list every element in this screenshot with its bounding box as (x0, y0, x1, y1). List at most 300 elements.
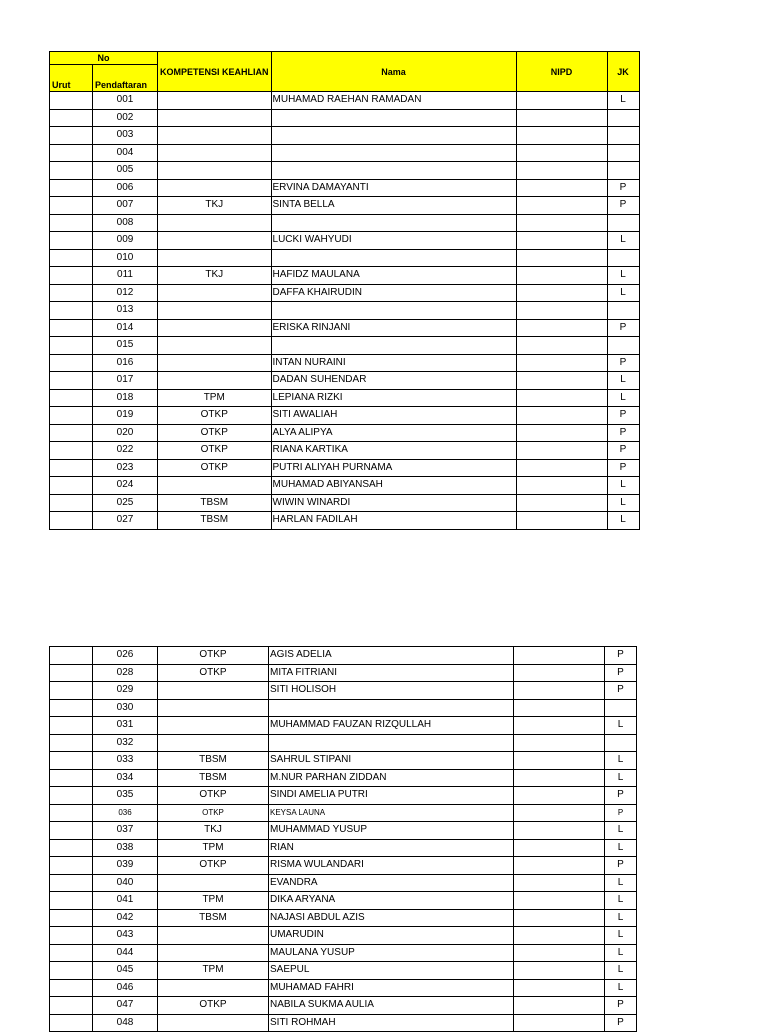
nama-cell: RISMA WULANDARI (269, 857, 514, 875)
kompetensi-cell: TBSM (158, 909, 269, 927)
urut-cell (50, 214, 93, 232)
nama-cell (271, 109, 516, 127)
kompetensi-cell (158, 979, 269, 997)
nipd-cell (516, 267, 607, 285)
urut-cell (50, 892, 93, 910)
urut-cell (50, 477, 93, 495)
nipd-cell (516, 494, 607, 512)
jk-cell (607, 109, 639, 127)
nama-cell: ALYA ALIPYA (271, 424, 516, 442)
urut-cell (50, 874, 93, 892)
urut-cell (50, 664, 93, 682)
header-no: No (50, 52, 158, 65)
nama-cell: SINTA BELLA (271, 197, 516, 215)
registration-number-cell: 012 (93, 284, 158, 302)
nama-cell: PUTRI ALIYAH PURNAMA (271, 459, 516, 477)
nama-cell: INTAN NURAINI (271, 354, 516, 372)
nipd-cell (516, 179, 607, 197)
kompetensi-cell: TBSM (158, 752, 269, 770)
jk-cell: P (605, 804, 637, 822)
jk-cell: P (607, 459, 639, 477)
nipd-cell (514, 769, 605, 787)
registration-number-cell: 003 (93, 127, 158, 145)
nama-cell (269, 699, 514, 717)
jk-cell: P (605, 857, 637, 875)
registration-number-cell: 020 (93, 424, 158, 442)
nipd-cell (514, 892, 605, 910)
jk-cell: L (607, 92, 639, 110)
urut-cell (50, 717, 93, 735)
jk-cell (607, 302, 639, 320)
jk-cell: P (607, 179, 639, 197)
nama-cell: MUHAMMAD FAUZAN RIZQULLAH (269, 717, 514, 735)
urut-cell (50, 179, 93, 197)
nama-cell: RIAN (269, 839, 514, 857)
jk-cell: P (605, 682, 637, 700)
registration-number-cell: 031 (93, 717, 158, 735)
table-row (50, 459, 640, 477)
registration-number-cell: 037 (93, 822, 158, 840)
urut-cell (50, 647, 93, 665)
nama-cell (271, 249, 516, 267)
jk-cell (607, 127, 639, 145)
registration-number-cell: 007 (93, 197, 158, 215)
kompetensi-cell: OTKP (158, 442, 272, 460)
nama-cell: MAULANA YUSUP (269, 944, 514, 962)
nama-cell: DAFFA KHAIRUDIN (271, 284, 516, 302)
urut-cell (50, 512, 93, 530)
nipd-cell (516, 214, 607, 232)
registration-number-cell: 023 (93, 459, 158, 477)
nipd-cell (516, 372, 607, 390)
kompetensi-cell (158, 734, 269, 752)
nipd-cell (516, 232, 607, 250)
kompetensi-cell: OTKP (158, 857, 269, 875)
table-row (50, 424, 640, 442)
table-row (50, 179, 640, 197)
urut-cell (50, 909, 93, 927)
nama-cell: HARLAN FADILAH (271, 512, 516, 530)
urut-cell (50, 494, 93, 512)
kompetensi-cell (158, 214, 272, 232)
nama-cell: NAJASI ABDUL AZIS (269, 909, 514, 927)
jk-cell: L (605, 769, 637, 787)
kompetensi-cell (158, 874, 269, 892)
nipd-cell (516, 249, 607, 267)
kompetensi-cell: OTKP (158, 407, 272, 425)
registration-table-1 (49, 51, 640, 530)
nama-cell: ERISKA RINJANI (271, 319, 516, 337)
table-row (50, 407, 640, 425)
nama-cell (271, 144, 516, 162)
urut-cell (50, 442, 93, 460)
registration-number-cell: 002 (93, 109, 158, 127)
jk-cell: P (607, 197, 639, 215)
urut-cell (50, 682, 93, 700)
nipd-cell (516, 319, 607, 337)
table-row (50, 92, 640, 110)
table-row (50, 354, 640, 372)
nama-cell: DADAN SUHENDAR (271, 372, 516, 390)
registration-number-cell: 028 (93, 664, 158, 682)
jk-cell: L (605, 979, 637, 997)
nipd-cell (514, 839, 605, 857)
nama-cell: AGIS ADELIA (269, 647, 514, 665)
nama-cell: LEPIANA RIZKI (271, 389, 516, 407)
kompetensi-cell (158, 232, 272, 250)
urut-cell (50, 752, 93, 770)
registration-number-cell: 043 (93, 927, 158, 945)
nama-cell: UMARUDIN (269, 927, 514, 945)
table-row (50, 249, 640, 267)
registration-number-cell: 027 (93, 512, 158, 530)
table-row (50, 144, 640, 162)
kompetensi-cell: TKJ (158, 267, 272, 285)
kompetensi-cell (158, 927, 269, 945)
urut-cell (50, 734, 93, 752)
nipd-cell (516, 407, 607, 425)
table-row (50, 804, 637, 822)
nipd-cell (516, 127, 607, 145)
nama-cell: WIWIN WINARDI (271, 494, 516, 512)
urut-cell (50, 284, 93, 302)
registration-number-cell: 042 (93, 909, 158, 927)
urut-cell (50, 699, 93, 717)
registration-number-cell: 009 (93, 232, 158, 250)
registration-number-cell: 029 (93, 682, 158, 700)
kompetensi-cell: OTKP (158, 664, 269, 682)
table-row (50, 389, 640, 407)
registration-number-cell: 041 (93, 892, 158, 910)
nipd-cell (514, 752, 605, 770)
nipd-cell (514, 927, 605, 945)
nama-cell: RIANA KARTIKA (271, 442, 516, 460)
nipd-cell (514, 979, 605, 997)
urut-cell (50, 319, 93, 337)
registration-table-2 (49, 646, 637, 1032)
nipd-cell (516, 477, 607, 495)
table-row (50, 699, 637, 717)
nipd-cell (516, 337, 607, 355)
table-row (50, 162, 640, 180)
jk-cell: P (607, 407, 639, 425)
jk-cell (605, 734, 637, 752)
kompetensi-cell: OTKP (158, 787, 269, 805)
kompetensi-cell (158, 249, 272, 267)
urut-cell (50, 249, 93, 267)
jk-cell: P (607, 319, 639, 337)
table-row (50, 337, 640, 355)
registration-number-cell: 001 (93, 92, 158, 110)
registration-number-cell: 013 (93, 302, 158, 320)
urut-cell (50, 769, 93, 787)
table-row (50, 734, 637, 752)
kompetensi-cell: OTKP (158, 804, 269, 822)
jk-cell: L (607, 232, 639, 250)
registration-number-cell: 024 (93, 477, 158, 495)
table-1-body (50, 92, 640, 530)
urut-cell (50, 979, 93, 997)
kompetensi-cell (158, 179, 272, 197)
nipd-cell (516, 197, 607, 215)
nama-cell: DIKA ARYANA (269, 892, 514, 910)
table-row (50, 197, 640, 215)
urut-cell (50, 109, 93, 127)
nama-cell: M.NUR PARHAN ZIDDAN (269, 769, 514, 787)
jk-cell: P (607, 424, 639, 442)
urut-cell (50, 804, 93, 822)
jk-cell: L (607, 284, 639, 302)
nipd-cell (514, 944, 605, 962)
kompetensi-cell: TPM (158, 389, 272, 407)
urut-cell (50, 372, 93, 390)
nama-cell: SITI AWALIAH (271, 407, 516, 425)
jk-cell: L (605, 874, 637, 892)
jk-cell: L (607, 372, 639, 390)
nama-cell: MITA FITRIANI (269, 664, 514, 682)
jk-cell: P (605, 787, 637, 805)
registration-number-cell: 044 (93, 944, 158, 962)
jk-cell: L (607, 477, 639, 495)
nama-cell: NABILA SUKMA AULIA (269, 997, 514, 1015)
kompetensi-cell (158, 1014, 269, 1032)
urut-cell (50, 407, 93, 425)
nama-cell: ERVINA DAMAYANTI (271, 179, 516, 197)
jk-cell (607, 214, 639, 232)
kompetensi-cell (158, 284, 272, 302)
table-row (50, 944, 637, 962)
table-row (50, 717, 637, 735)
jk-cell (605, 699, 637, 717)
table-row (50, 127, 640, 145)
table-row (50, 839, 637, 857)
urut-cell (50, 459, 93, 477)
header-nipd: NIPD (516, 52, 607, 92)
nama-cell: MUHAMAD ABIYANSAH (271, 477, 516, 495)
jk-cell: P (605, 664, 637, 682)
kompetensi-cell (158, 372, 272, 390)
jk-cell: L (605, 927, 637, 945)
nama-cell: HAFIDZ MAULANA (271, 267, 516, 285)
table-row (50, 682, 637, 700)
kompetensi-cell (158, 92, 272, 110)
jk-cell: L (607, 267, 639, 285)
urut-cell (50, 857, 93, 875)
kompetensi-cell (158, 144, 272, 162)
kompetensi-cell: OTKP (158, 997, 269, 1015)
kompetensi-cell: TPM (158, 962, 269, 980)
registration-number-cell: 026 (93, 647, 158, 665)
jk-cell: P (607, 442, 639, 460)
kompetensi-cell (158, 109, 272, 127)
table-row (50, 787, 637, 805)
table-row (50, 1014, 637, 1032)
urut-cell (50, 302, 93, 320)
jk-cell: L (605, 962, 637, 980)
table-row (50, 962, 637, 980)
registration-number-cell: 038 (93, 839, 158, 857)
urut-cell (50, 337, 93, 355)
jk-cell: L (607, 494, 639, 512)
registration-number-cell: 034 (93, 769, 158, 787)
nipd-cell (514, 664, 605, 682)
nipd-cell (514, 682, 605, 700)
nipd-cell (514, 997, 605, 1015)
table-row (50, 647, 637, 665)
jk-cell: L (605, 717, 637, 735)
registration-number-cell: 011 (93, 267, 158, 285)
registration-number-cell: 017 (93, 372, 158, 390)
kompetensi-cell (158, 944, 269, 962)
registration-number-cell: 030 (93, 699, 158, 717)
registration-number-cell: 005 (93, 162, 158, 180)
nama-cell: SITI HOLISOH (269, 682, 514, 700)
nipd-cell (514, 962, 605, 980)
nama-cell: MUHAMMAD YUSUP (269, 822, 514, 840)
table-row (50, 214, 640, 232)
urut-cell (50, 232, 93, 250)
urut-cell (50, 787, 93, 805)
registration-number-cell: 004 (93, 144, 158, 162)
table-row (50, 664, 637, 682)
table-row (50, 477, 640, 495)
jk-cell: L (605, 909, 637, 927)
urut-cell (50, 354, 93, 372)
urut-cell (50, 962, 93, 980)
table-row (50, 284, 640, 302)
header-jk: JK (607, 52, 639, 92)
kompetensi-cell (158, 477, 272, 495)
jk-cell (607, 144, 639, 162)
nipd-cell (514, 1014, 605, 1032)
registration-number-cell: 047 (93, 997, 158, 1015)
nipd-cell (514, 647, 605, 665)
table-row (50, 769, 637, 787)
kompetensi-cell: TBSM (158, 769, 269, 787)
jk-cell: L (605, 944, 637, 962)
registration-number-cell: 015 (93, 337, 158, 355)
header-kompetensi: KOMPETENSI KEAHLIAN (158, 52, 272, 92)
nama-cell: SINDI AMELIA PUTRI (269, 787, 514, 805)
registration-number-cell: 018 (93, 389, 158, 407)
nipd-cell (516, 459, 607, 477)
nipd-cell (516, 389, 607, 407)
urut-cell (50, 927, 93, 945)
registration-number-cell: 010 (93, 249, 158, 267)
header-pendaftaran: Pendaftaran (93, 65, 158, 92)
table-row (50, 442, 640, 460)
kompetensi-cell (158, 127, 272, 145)
nipd-cell (514, 909, 605, 927)
kompetensi-cell (158, 302, 272, 320)
header-nama: Nama (271, 52, 516, 92)
kompetensi-cell: OTKP (158, 647, 269, 665)
nipd-cell (514, 804, 605, 822)
nipd-cell (514, 717, 605, 735)
jk-cell: P (605, 647, 637, 665)
kompetensi-cell: TKJ (158, 197, 272, 215)
urut-cell (50, 997, 93, 1015)
urut-cell (50, 92, 93, 110)
nipd-cell (516, 92, 607, 110)
registration-number-cell: 032 (93, 734, 158, 752)
urut-cell (50, 389, 93, 407)
kompetensi-cell: TBSM (158, 512, 272, 530)
kompetensi-cell: OTKP (158, 459, 272, 477)
table-row (50, 109, 640, 127)
nipd-cell (514, 874, 605, 892)
nipd-cell (516, 424, 607, 442)
registration-number-cell: 008 (93, 214, 158, 232)
registration-number-cell: 006 (93, 179, 158, 197)
kompetensi-cell: TKJ (158, 822, 269, 840)
nama-cell (269, 734, 514, 752)
registration-number-cell: 036 (93, 804, 158, 822)
kompetensi-cell (158, 337, 272, 355)
nama-cell (271, 214, 516, 232)
table-row (50, 892, 637, 910)
urut-cell (50, 144, 93, 162)
nama-cell: SITI ROHMAH (269, 1014, 514, 1032)
registration-number-cell: 035 (93, 787, 158, 805)
registration-number-cell: 033 (93, 752, 158, 770)
nipd-cell (514, 857, 605, 875)
table-row (50, 494, 640, 512)
nipd-cell (516, 284, 607, 302)
table-row (50, 857, 637, 875)
kompetensi-cell: TPM (158, 892, 269, 910)
header-urut: Urut (50, 65, 93, 92)
registration-number-cell: 014 (93, 319, 158, 337)
jk-cell: L (605, 892, 637, 910)
registration-number-cell: 022 (93, 442, 158, 460)
urut-cell (50, 267, 93, 285)
nama-cell: SAEPUL (269, 962, 514, 980)
table-row (50, 874, 637, 892)
registration-number-cell: 039 (93, 857, 158, 875)
registration-number-cell: 016 (93, 354, 158, 372)
urut-cell (50, 162, 93, 180)
jk-cell: L (605, 752, 637, 770)
table-row (50, 822, 637, 840)
nipd-cell (516, 442, 607, 460)
table-row (50, 979, 637, 997)
nama-cell: MUHAMAD FAHRI (269, 979, 514, 997)
registration-number-cell: 040 (93, 874, 158, 892)
table-row (50, 997, 637, 1015)
kompetensi-cell (158, 682, 269, 700)
registration-number-cell: 048 (93, 1014, 158, 1032)
nama-cell: KEYSA LAUNA (269, 804, 514, 822)
table-row (50, 512, 640, 530)
jk-cell: L (605, 822, 637, 840)
nipd-cell (516, 162, 607, 180)
table-row (50, 319, 640, 337)
kompetensi-cell: TBSM (158, 494, 272, 512)
kompetensi-cell: OTKP (158, 424, 272, 442)
table-row (50, 909, 637, 927)
urut-cell (50, 127, 93, 145)
urut-cell (50, 197, 93, 215)
nipd-cell (514, 822, 605, 840)
nipd-cell (516, 354, 607, 372)
kompetensi-cell (158, 319, 272, 337)
kompetensi-cell (158, 717, 269, 735)
nipd-cell (514, 699, 605, 717)
table-row (50, 232, 640, 250)
registration-number-cell: 025 (93, 494, 158, 512)
urut-cell (50, 424, 93, 442)
